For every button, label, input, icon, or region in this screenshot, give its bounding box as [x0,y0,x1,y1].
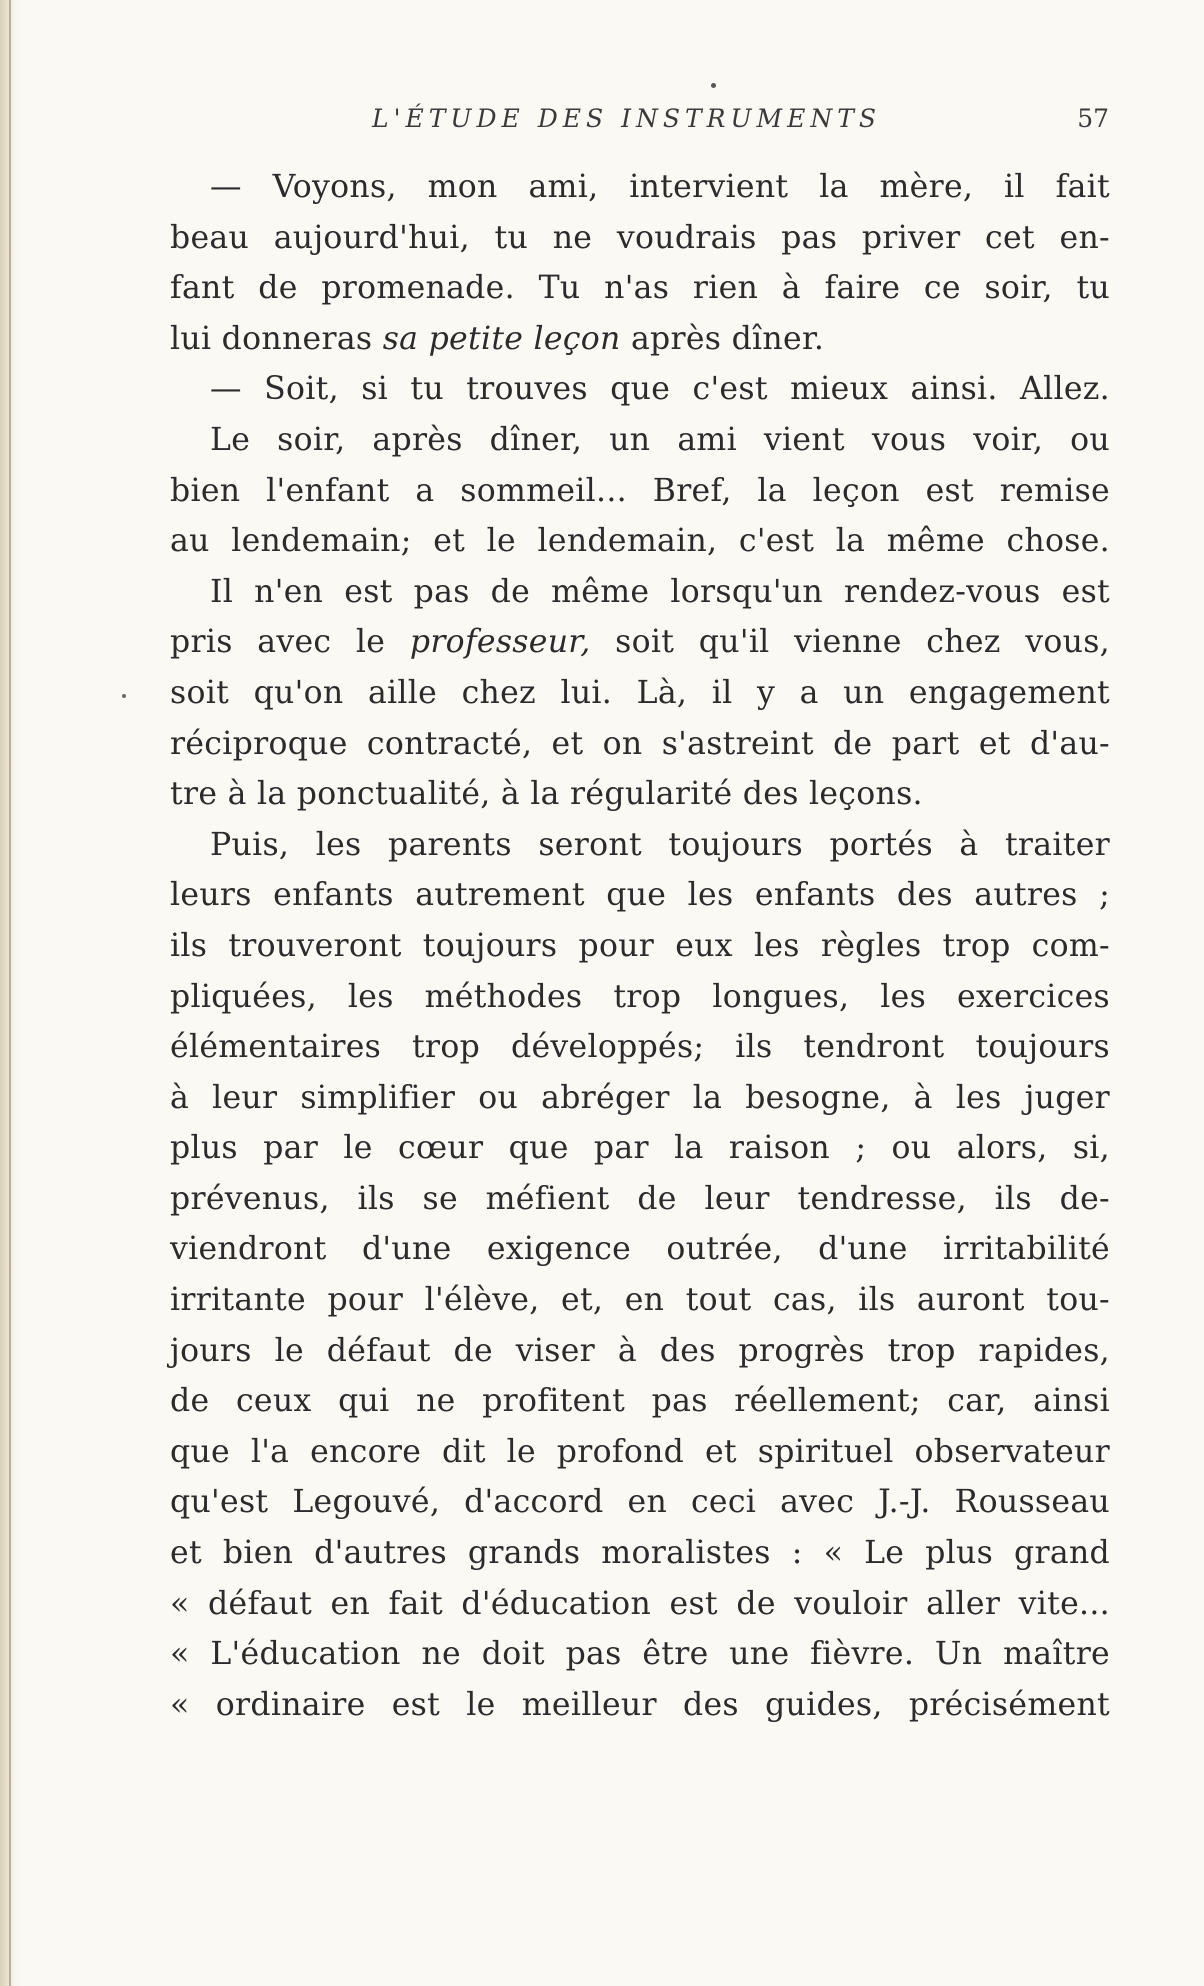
body-text [170,162,1110,1730]
text-line: viendront d'une exigence outrée, d'une irritabilité [170,1231,1110,1268]
text-line: jours le défaut de viser à des progrès trop rapides, [170,1332,1110,1369]
text-line: Le soir, après dîner, un ami vient vous voir, ou [210,421,1110,458]
text-line: — Soit, si tu trouves que c'est mieux ainsi. Allez. [210,371,1110,408]
text-line: élémentaires trop développés; ils tendront toujours [170,1029,1110,1066]
page-number: 57 [1077,104,1109,133]
text-line: irritante pour l'élève, et, en tout cas, ils auront tou- [170,1282,1110,1319]
text-line: bien l'enfant a sommeil... Bref, la leçon est remise [170,472,1110,509]
text-line: pliquées, les méthodes trop longues, les exercices [170,978,1110,1015]
text-line: Il n'en est pas de même lorsqu'un rendez-vous est [210,573,1110,610]
text-line: au lendemain; et le lendemain, c'est la même chose. [170,523,1110,560]
text-line: ils trouveront toujours pour eux les règles trop com- [170,927,1110,964]
text-line: tre à la ponctualité, à la régularité des leçons. [170,776,923,813]
text-line: lui donneras sa petite leçon après dîner. [170,320,825,357]
text-line: « L'éducation ne doit pas être une fièvre. Un maître [170,1636,1110,1673]
margin-mark [122,694,126,698]
text-line: et bien d'autres grands moralistes : « Le plus grand [170,1535,1110,1572]
print-speck [711,83,716,88]
page-binding-shadow [0,0,14,1986]
text-line: « défaut en fait d'éducation est de vouloir aller vite... [170,1585,1110,1622]
page-binding-rule [9,0,11,1986]
text-line: soit qu'on aille chez lui. Là, il y a un engagement [170,674,1110,711]
text-line: que l'a encore dit le profond et spirituel observateur [170,1433,1110,1470]
text-line: plus par le cœur que par la raison ; ou alors, si, [170,1130,1110,1167]
text-line: leurs enfants autrement que les enfants des autres ; [170,877,1110,914]
text-line: beau aujourd'hui, tu ne voudrais pas priver cet en- [170,219,1110,256]
text-line: à leur simplifier ou abréger la besogne, à les juger [170,1079,1110,1116]
text-line: prévenus, ils se méfient de leur tendresse, ils de- [170,1180,1110,1217]
text-line: pris avec le professeur, soit qu'il vienne chez vous, [170,624,1110,661]
text-line: Puis, les parents seront toujours portés à traiter [210,826,1110,863]
text-line: « ordinaire est le meilleur des guides, précisément [170,1686,1110,1723]
text-line: — Voyons, mon ami, intervient la mère, il fait [210,169,1110,205]
text-line: de ceux qui ne profitent pas réellement; car, ainsi [170,1383,1110,1420]
text-line: réciproque contracté, et on s'astreint de part et d'au- [170,725,1110,762]
text-line: qu'est Legouvé, d'accord en ceci avec J.-J. Rousseau [170,1484,1110,1521]
running-head: L'ÉTUDE DES INSTRUMENTS [372,104,882,133]
text-line: fant de promenade. Tu n'as rien à faire ce soir, tu [170,270,1110,307]
